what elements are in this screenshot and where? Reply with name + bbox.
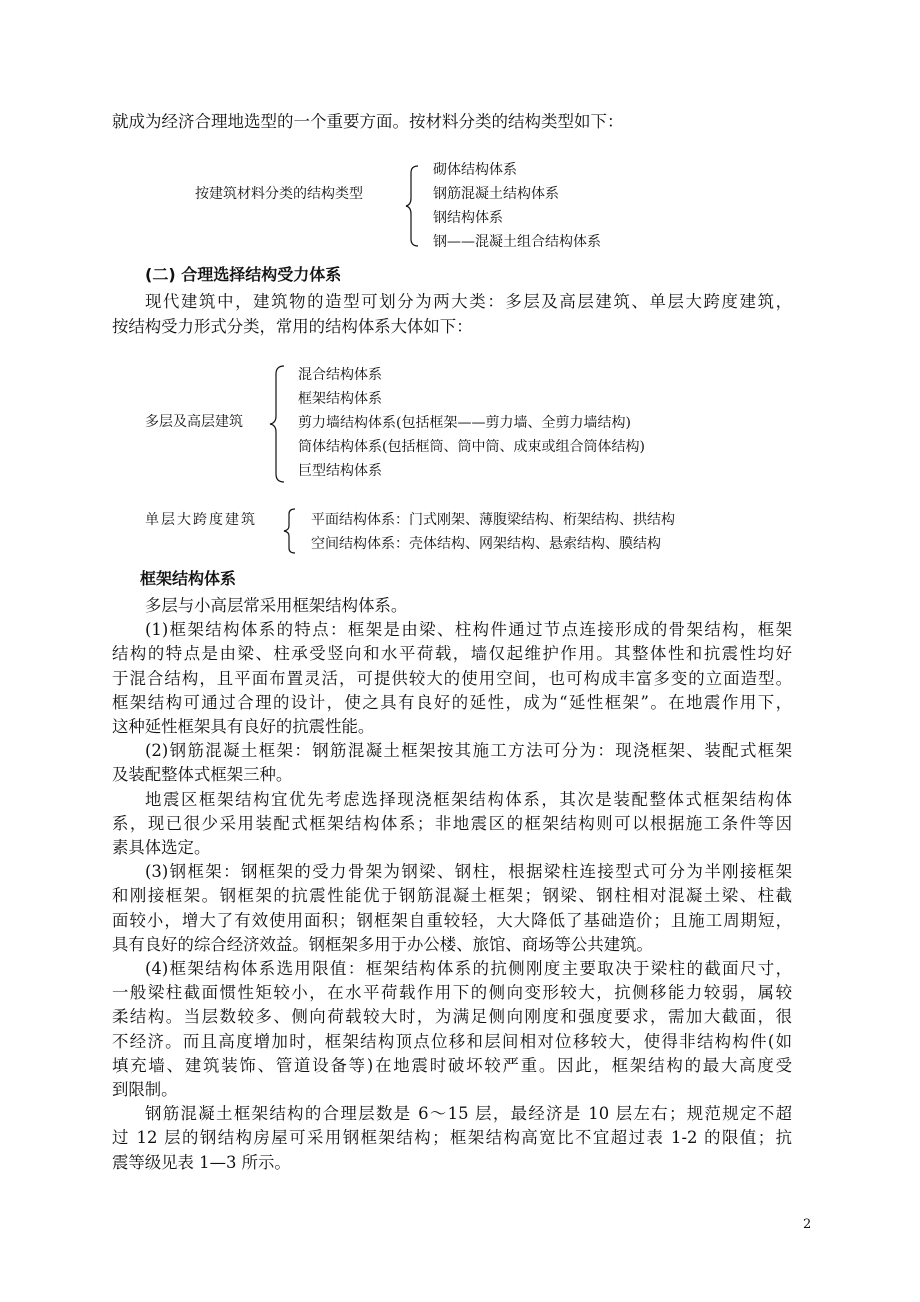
paragraph-line: 按结构受力形式分类，常用的结构体系大体如下：	[112, 317, 473, 336]
paragraph-line: 过 12 层的钢结构房屋可采用钢框架结构；框架结构高宽比不宜超过表 1-2 的限值；抗	[112, 1128, 792, 1148]
paragraph-line: 地震区框架结构宜优先考虑选择现浇框架结构体系，其次是装配整体式框架结构体	[145, 789, 792, 809]
curly-brace-icon	[282, 508, 300, 554]
paragraph-line: 面较小，增大了有效使用面积；钢框架自重较轻，大大降低了基础造价；且施工周期短，	[112, 910, 792, 930]
multi-tree-label: 多层及高层建筑	[145, 414, 243, 430]
paragraph-line: 到限制。	[112, 1080, 178, 1099]
curly-brace-icon	[268, 365, 290, 483]
paragraph-line: 于混合结构，且平面布置灵活，可提供较大的使用空间，也可构成丰富多变的立面造型。	[112, 668, 792, 688]
paragraph-line: 具有良好的综合经济效益。钢框架多用于办公楼、旅馆、商场等公共建筑。	[112, 934, 653, 954]
paragraph-line: (1)框架结构体系的特点：框架是由梁、柱构件通过节点连接形成的骨架结构，框架	[145, 620, 792, 640]
material-item: 砌体结构体系	[433, 162, 517, 178]
paragraph-line: 素具体选定。	[112, 838, 211, 857]
paragraph-line: 震等级见表 1—3 所示。	[112, 1152, 291, 1172]
paragraph-line: 结构的特点是由梁、柱承受竖向和水平荷载，墙仅起维护作用。其整体性和抗震性均好	[112, 644, 792, 664]
paragraph-line: 系，现已很少采用装配式框架结构体系；非地震区的框架结构则可以根据施工条件等因	[112, 813, 792, 833]
material-item: 钢结构体系	[433, 210, 503, 226]
curly-brace-icon	[404, 165, 424, 247]
multi-item: 巨型结构体系	[298, 463, 382, 479]
paragraph-line: (2)钢筋混凝土框架：钢筋混凝土框架按其施工方法可分为：现浇框架、装配式框架	[145, 741, 792, 761]
paragraph-line: 及装配整体式框架三种。	[112, 765, 293, 785]
single-item: 平面结构体系：门式刚架、薄腹梁结构、桁架结构、拱结构	[311, 512, 675, 528]
page-number: 2	[803, 1217, 812, 1232]
paragraph-line: 和刚接框架。钢框架的抗震性能优于钢筋混凝土框架；钢梁、钢柱相对混凝土梁、柱截	[112, 886, 792, 906]
paragraph-line: (3)钢框架：钢框架的受力骨架为钢梁、钢柱，根据梁柱连接型式可分为半刚接框架	[145, 862, 792, 882]
single-item: 空间结构体系：壳体结构、网架结构、悬索结构、膜结构	[311, 536, 661, 552]
paragraph-line: 填充墙、建筑装饰、管道设备等)在地震时破坏较严重。因此，框架结构的最大高度受	[112, 1055, 792, 1075]
multi-item: 剪力墙结构体系(包括框架——剪力墙、全剪力墙结构)	[298, 415, 631, 431]
material-item: 钢——混凝土组合结构体系	[433, 234, 601, 250]
paragraph-line: 不经济。而且高度增加时，框架结构顶点位移和层间相对位移较大，使得非结构构件(如	[112, 1031, 792, 1051]
material-item: 钢筋混凝土结构体系	[433, 186, 559, 202]
paragraph-line: 一般梁柱截面惯性矩较小，在水平荷载作用下的侧向变形较大，抗侧移能力较弱，属较	[112, 983, 792, 1003]
paragraph-line: 现代建筑中，建筑物的造型可划分为两大类：多层及高层建筑、单层大跨度建筑，	[145, 292, 792, 311]
paragraph-line: 这种延性框架具有良好的抗震性能。	[112, 717, 375, 736]
paragraph-line: 多层与小高层常采用框架结构体系。	[145, 596, 408, 615]
single-tree-label: 单层大跨度建筑	[145, 512, 257, 528]
frame-heading: 框架结构体系	[140, 569, 237, 588]
multi-item: 筒体结构体系(包括框筒、筒中筒、成束或组合筒体结构)	[298, 439, 645, 455]
section-heading: (二) 合理选择结构受力体系	[145, 265, 342, 284]
paragraph-line: (4)框架结构体系选用限值：框架结构体系的抗侧刚度主要取决于梁柱的截面尺寸，	[145, 959, 792, 978]
intro-line: 就成为经济合理地选型的一个重要方面。按材料分类的结构类型如下：	[112, 112, 624, 131]
paragraph-line: 柔结构。当层数较多、侧向荷载较大时，为满足侧向刚度和强度要求，需加大截面，很	[112, 1007, 792, 1027]
multi-item: 混合结构体系	[298, 367, 382, 383]
paragraph-line: 钢筋混凝土框架结构的合理层数是 6～15 层，最经济是 10 层左右；规范规定不超	[145, 1104, 792, 1124]
multi-item: 框架结构体系	[298, 391, 382, 407]
material-tree-label: 按建筑材料分类的结构类型	[195, 186, 363, 202]
paragraph-line: 框架结构可通过合理的设计，使之具有良好的延性，成为“延性框架”。在地震作用下，	[112, 692, 792, 712]
